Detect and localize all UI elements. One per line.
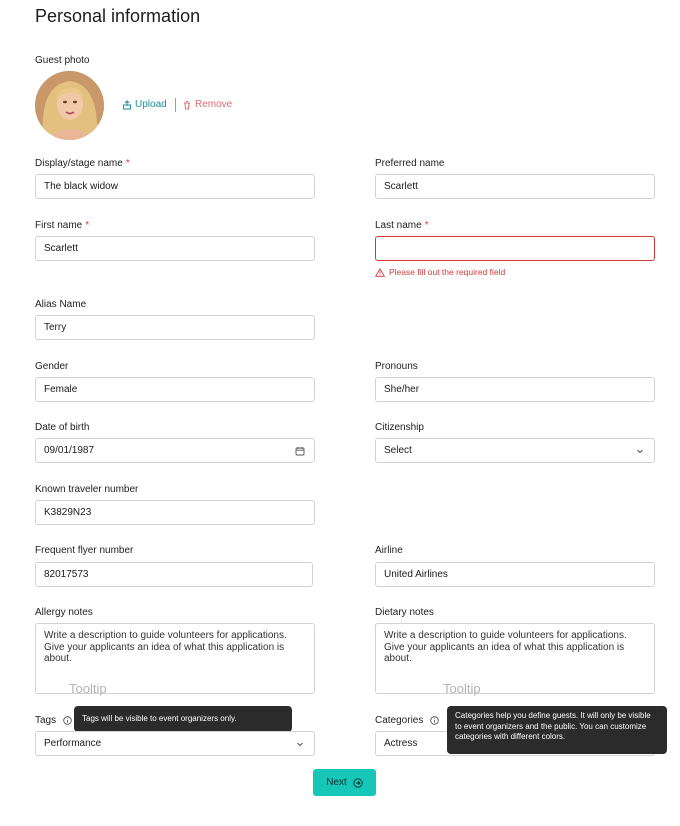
first-name-input[interactable]: Scarlett: [35, 236, 315, 261]
last-name-label: Last name *: [375, 220, 429, 231]
preferred-name-label: Preferred name: [375, 158, 445, 169]
ffn-input[interactable]: 82017573: [35, 562, 313, 587]
categories-tooltip: Categories help you define guests. It will only be visible to event organizers and the public. You can customize categories with different colors.: [447, 706, 667, 754]
tags-select[interactable]: Performance: [35, 731, 315, 756]
display-name-label: Display/stage name *: [35, 158, 130, 169]
gender-input[interactable]: Female: [35, 377, 315, 402]
dietary-tooltip-text: Tooltip: [443, 681, 481, 696]
alias-name-input[interactable]: Terry: [35, 315, 315, 340]
allergy-tooltip-text: Tooltip: [69, 681, 107, 696]
dob-input[interactable]: 09/01/1987: [35, 438, 315, 463]
pronouns-input[interactable]: She/her: [375, 377, 655, 402]
chevron-down-icon: [634, 445, 646, 457]
upload-icon: [122, 100, 132, 110]
dietary-textarea[interactable]: Write a description to guide volunteers for applications. Give your applicants an idea of what this application is about.: [375, 623, 655, 694]
guest-avatar: [35, 71, 104, 140]
gender-label: Gender: [35, 361, 69, 372]
airline-input[interactable]: United Airlines: [375, 562, 655, 587]
remove-button[interactable]: [182, 99, 232, 110]
categories-label: Categories: [375, 715, 439, 726]
info-icon[interactable]: [63, 716, 72, 725]
page-title: Personal information: [35, 6, 201, 26]
citizenship-select[interactable]: Select: [375, 438, 655, 463]
allergy-textarea[interactable]: Write a description to guide volunteers for applications. Give your applicants an idea of what this application is about.: [35, 623, 315, 694]
divider: [175, 98, 176, 112]
trash-icon: [182, 100, 192, 110]
tags-label: Tags: [35, 715, 72, 726]
categories-select[interactable]: Actress: [375, 731, 655, 756]
guest-photo-label: Guest photo: [35, 55, 90, 66]
preferred-name-input[interactable]: Scarlett: [375, 174, 655, 199]
ffn-label: Frequent flyer number: [35, 545, 134, 556]
ktn-label: Known traveler number: [35, 484, 139, 495]
first-name-label: First name *: [35, 220, 90, 231]
dob-label: Date of birth: [35, 422, 90, 433]
ktn-input[interactable]: K3829N23: [35, 500, 315, 525]
upload-label: Upload: [135, 99, 167, 110]
dietary-label: Dietary notes: [375, 607, 434, 618]
warning-icon: [375, 268, 385, 277]
last-name-error: Please fill out the required field: [375, 267, 505, 277]
display-name-input[interactable]: The black widow: [35, 174, 315, 199]
next-button[interactable]: [313, 769, 376, 796]
next-label: Next: [326, 777, 347, 788]
upload-button[interactable]: [122, 99, 167, 110]
airline-label: Airline: [375, 545, 403, 556]
pronouns-label: Pronouns: [375, 361, 418, 372]
alias-name-label: Alias Name: [35, 299, 87, 310]
tags-tooltip: Tags will be visible to event organizers only.: [74, 706, 292, 732]
citizenship-label: Citizenship: [375, 422, 424, 433]
info-icon[interactable]: [430, 716, 439, 725]
allergy-label: Allergy notes: [35, 607, 93, 618]
calendar-icon[interactable]: [294, 445, 306, 457]
last-name-input[interactable]: [375, 236, 655, 261]
remove-label: Remove: [195, 99, 233, 110]
arrow-right-circle-icon: [353, 778, 363, 788]
chevron-down-icon: [294, 738, 306, 750]
